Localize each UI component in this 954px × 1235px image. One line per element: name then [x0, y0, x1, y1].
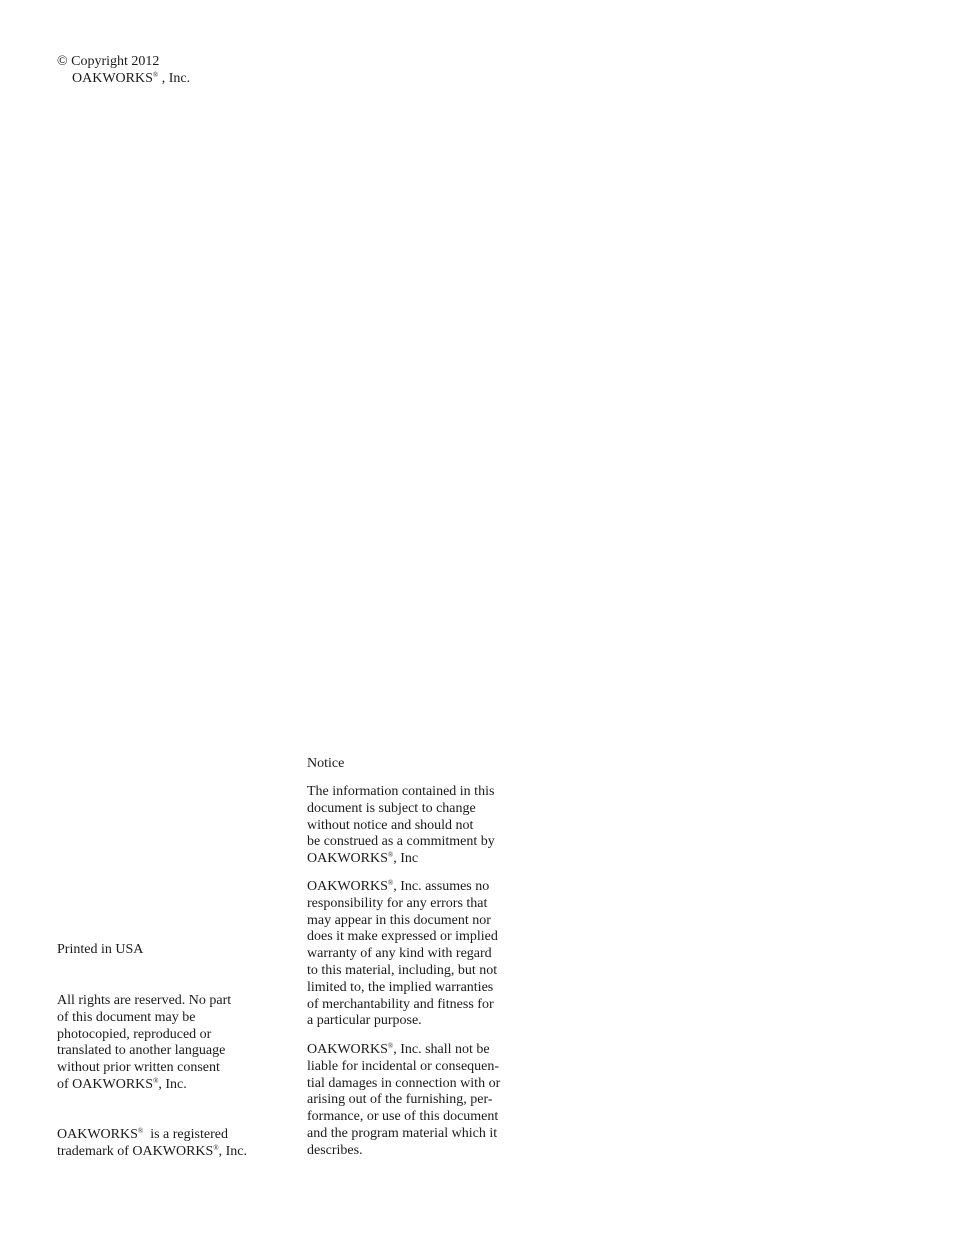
- text-line: [307, 1042, 500, 1059]
- text-line: arising out of the furnishing, per-: [307, 1092, 493, 1108]
- text-line: [307, 851, 495, 868]
- text-line: a particular purpose.: [307, 1013, 422, 1029]
- company-suffix: , Inc.: [218, 1143, 248, 1159]
- company-name: OAKWORKS: [307, 1042, 388, 1057]
- company-name: OAKWORKS: [72, 70, 153, 86]
- text-line: tial damages in connection with or: [307, 1075, 501, 1091]
- notice-paragraph-1: [307, 784, 495, 868]
- text-line: formance, or use of this document: [307, 1109, 499, 1125]
- copyright-company-line: [57, 71, 190, 88]
- company-name: OAKWORKS: [57, 1127, 138, 1142]
- text-line: [57, 1144, 247, 1161]
- company-suffix: is a registered: [143, 1127, 228, 1142]
- company-suffix: , Inc: [393, 851, 419, 867]
- rights-reserved-paragraph: [57, 993, 231, 1094]
- notice-paragraph-2: [307, 879, 498, 1030]
- text-line: [57, 1127, 247, 1144]
- company-name: of OAKWORKS: [57, 1076, 154, 1092]
- text-line: translated to another language: [57, 1043, 226, 1059]
- text-line: All rights are reserved. No part: [57, 993, 232, 1008]
- registered-mark: ®: [153, 1076, 159, 1085]
- company-suffix: , Inc.: [158, 1076, 187, 1092]
- text-line: may appear in this document nor: [307, 912, 491, 928]
- text-line: document is subject to change: [307, 800, 476, 816]
- text-line: photocopied, reproduced or: [57, 1026, 212, 1042]
- text-line: to this material, including, but not: [307, 962, 498, 978]
- text-line: of merchantability and fitness for: [307, 996, 494, 1012]
- notice-heading: Notice: [307, 756, 345, 771]
- text-line: liable for incidental or consequen-: [307, 1058, 500, 1074]
- text-line: be construed as a commitment by: [307, 834, 495, 850]
- text-line: does it make expressed or implied: [307, 929, 498, 945]
- registered-mark: ®: [387, 1042, 394, 1050]
- text-line: limited to, the implied warranties: [307, 979, 494, 995]
- company-suffix: , Inc.: [158, 70, 191, 86]
- company-suffix: , Inc. shall not be: [393, 1042, 490, 1057]
- text-line: of this document may be: [57, 1009, 196, 1025]
- registered-mark: ®: [387, 879, 394, 887]
- registered-mark: ®: [152, 70, 159, 79]
- text-line: describes.: [307, 1142, 363, 1158]
- company-name: OAKWORKS: [307, 879, 388, 894]
- registered-mark: ®: [213, 1143, 219, 1152]
- registered-mark: ®: [137, 1127, 144, 1135]
- copyright-line: © Copyright 2012: [57, 54, 160, 69]
- trademark-statement: [57, 1127, 247, 1161]
- company-name: OAKWORKS: [307, 851, 388, 867]
- company-name: trademark of OAKWORKS: [57, 1143, 214, 1159]
- text-line: [307, 879, 498, 896]
- copyright-notice: [57, 54, 190, 88]
- printed-in-label: Printed in USA: [57, 942, 144, 957]
- text-line: and the program material which it: [307, 1125, 498, 1141]
- notice-paragraph-3: [307, 1042, 500, 1160]
- text-line: The information contained in this: [307, 784, 495, 799]
- company-suffix: , Inc. assumes no: [393, 879, 490, 894]
- text-line: without prior written consent: [57, 1060, 220, 1076]
- text-line: warranty of any kind with regard: [307, 946, 492, 962]
- registered-mark: ®: [387, 851, 394, 860]
- text-line: without notice and should not: [307, 817, 474, 833]
- text-line: [57, 1077, 231, 1094]
- text-line: responsibility for any errors that: [307, 895, 488, 911]
